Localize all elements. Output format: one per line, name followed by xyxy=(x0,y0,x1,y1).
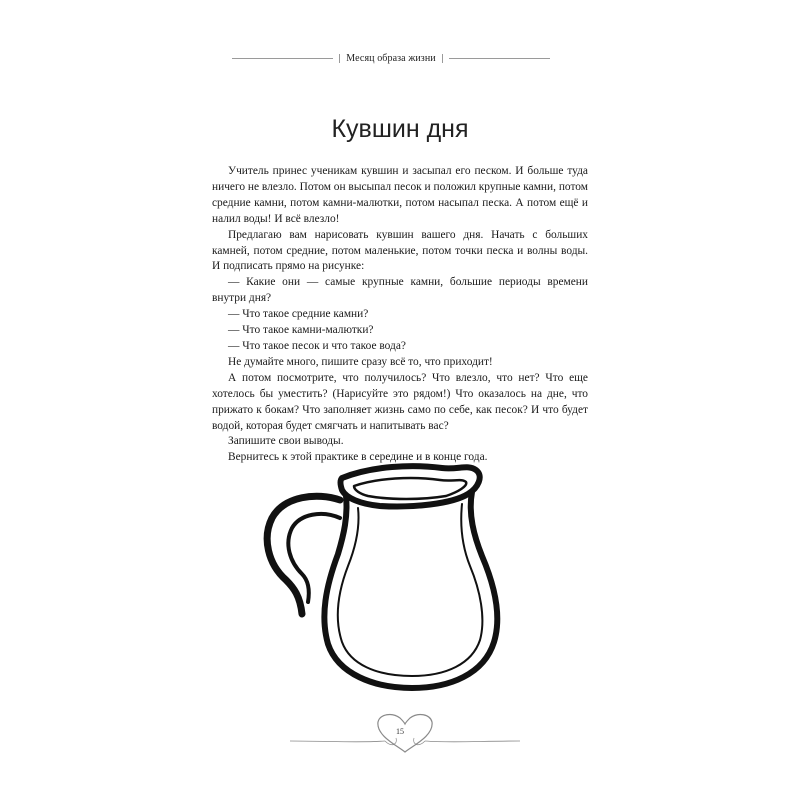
paragraph: — Что такое средние камни? xyxy=(228,308,369,321)
paragraph: А потом посмотрите, что получилось? Что влезло, что нет? Что еще хотелось бы уместить? (Нарисуйте это рядом!) Что оказалось на дне, что прижато к бокам? Что заполняет жизнь само по себе, как песок? И что будет водой, которая будет смягчать и напитывать вас? xyxy=(212,371,588,432)
page-title: Кувшин дня xyxy=(331,114,469,143)
body-text xyxy=(212,164,588,466)
running-header-title: Месяц образа жизни xyxy=(346,52,436,64)
header-divider-right xyxy=(442,54,443,63)
paragraph: Учитель принес ученикам кувшин и засыпал его песком. И больше туда ничего не влезло. Потом он высыпал песок и положил крупные камни, потом средние камни, потом камни-малютки, потом насыпал песка. А потом ещё и налил воды! И всё влезло! xyxy=(212,165,588,225)
paragraph: — Что такое песок и что такое вода? xyxy=(228,339,406,352)
paragraph: Запишите свои выводы. xyxy=(228,435,344,448)
paragraph: Предлагаю вам нарисовать кувшин вашего дня. Начать с больших камней, потом средние, потом маленькие, потом точки песка и волны воды. И подписать прямо на рисунке: xyxy=(212,228,588,273)
header-divider-left xyxy=(339,54,340,63)
paragraph: — Что такое камни-малютки? xyxy=(228,324,374,337)
pitcher-icon xyxy=(262,456,532,696)
header-rule-right xyxy=(449,58,550,59)
paragraph: — Какие они — самые крупные камни, большие периоды времени внутри дня? xyxy=(212,276,588,305)
paragraph: Не думайте много, пишите сразу всё то, что приходит! xyxy=(228,355,493,368)
running-header xyxy=(232,50,550,66)
header-rule-left xyxy=(232,58,333,59)
paragraph: Вернитесь к этой практике в середине и в конце года. xyxy=(228,451,488,464)
page-number: 15 xyxy=(396,727,404,736)
